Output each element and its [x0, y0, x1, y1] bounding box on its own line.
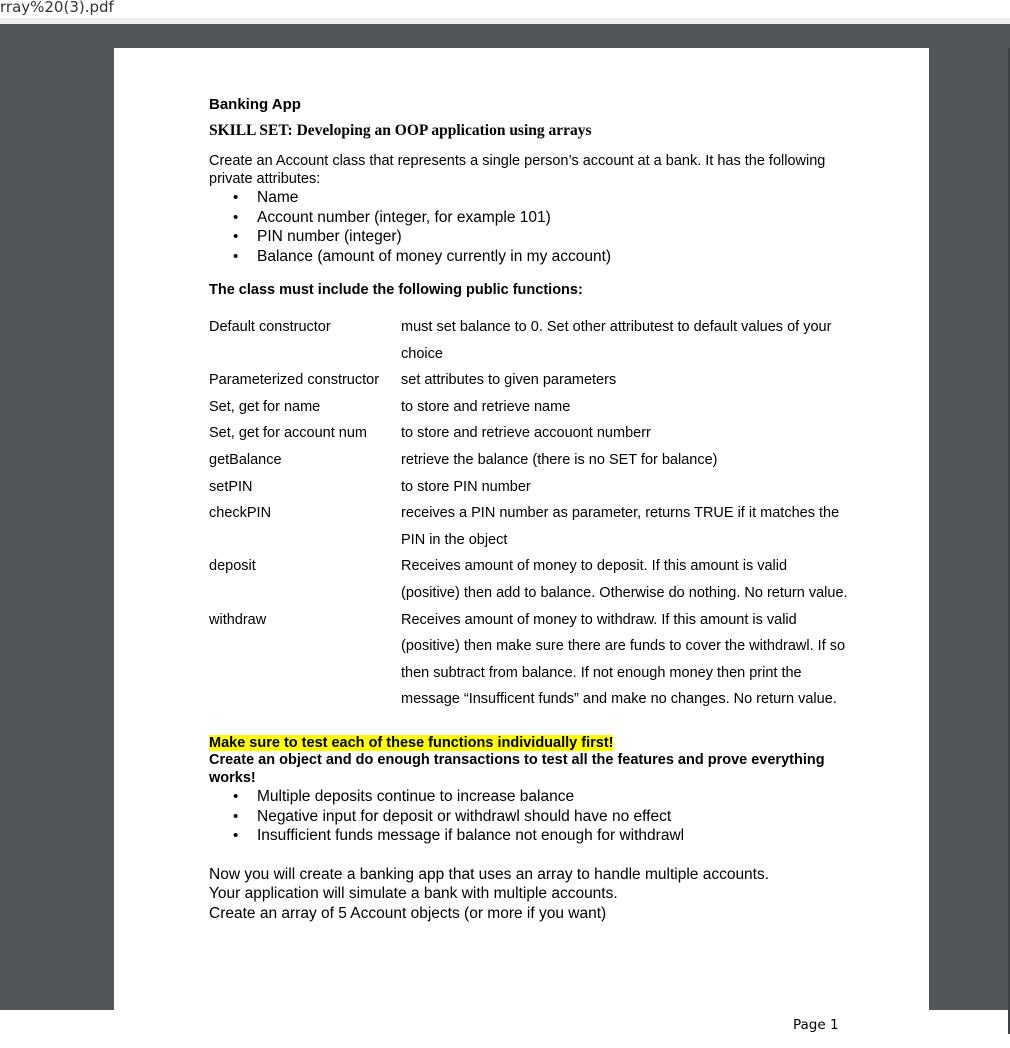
page-content [209, 94, 849, 923]
test-highlight-note [209, 735, 849, 753]
page-number: Page 1 [793, 1017, 839, 1033]
function-description: to store PIN number [401, 478, 531, 495]
list-item: • Name [257, 188, 849, 208]
function-name: Parameterized constructor [209, 372, 380, 389]
table-row [209, 447, 849, 474]
function-name: getBalance [209, 451, 282, 468]
table-row [209, 607, 849, 713]
function-name: withdraw [209, 611, 267, 628]
table-row [209, 553, 849, 606]
function-description: must set balance to 0. Set other attributest to default values of your choice [401, 319, 832, 362]
array-instructions [209, 865, 849, 924]
functions-table [209, 314, 849, 713]
highlighted-text: Make sure to test each of these functions individually first! [209, 734, 614, 751]
function-description: Receives amount of money to withdraw. If this amount is valid (positive) then make sure there are funds to cover the withdrawl. If so then subtract from balance. If not enough money then print the message “Insufficent funds” and make no changes. No return value. [401, 611, 846, 708]
list-item: • Account number (integer, for example 101) [257, 208, 849, 228]
list-item: • Insufficient funds message if balance not enough for withdrawl [257, 826, 849, 846]
table-row [209, 314, 849, 367]
viewer-title-bar [0, 0, 1010, 19]
table-row [209, 500, 849, 553]
list-item: • Multiple deposits continue to increase balance [257, 787, 849, 807]
function-description: Receives amount of money to deposit. If this amount is valid (positive) then add to balance. Otherwise do nothing. No return value. [401, 558, 848, 601]
array-line: Now you will create a banking app that uses an array to handle multiple accounts. [209, 865, 770, 883]
function-description: to store and retrieve accouont numberr [401, 425, 651, 442]
table-row [209, 474, 849, 501]
table-row [209, 420, 849, 447]
functions-heading: The class must include the following public functions: [209, 282, 583, 298]
table-row [209, 367, 849, 394]
skill-set-heading: SKILL SET: Developing an OOP application using arrays [209, 122, 592, 139]
array-line: Create an array of 5 Account objects (or more if you want) [209, 904, 607, 922]
array-line: Your application will simulate a bank with multiple accounts. [209, 885, 618, 903]
function-name: Default constructor [209, 319, 331, 335]
table-row [209, 394, 849, 421]
function-description: receives a PIN number as parameter, returns TRUE if it matches the PIN in the object [401, 505, 840, 548]
function-description: retrieve the balance (there is no SET for balance) [401, 451, 718, 468]
document-title: Banking App [209, 96, 301, 113]
document-filename: rray%20(3).pdf [0, 0, 114, 16]
testing-section [209, 735, 849, 846]
attributes-list [209, 188, 849, 266]
pdf-page [114, 48, 929, 1048]
pdf-viewer-canvas[interactable] [0, 24, 1010, 1033]
function-name: setPIN [209, 478, 253, 495]
function-description: set attributes to given parameters [401, 372, 617, 389]
function-name: Set, get for name [209, 398, 321, 415]
function-name: deposit [209, 558, 256, 575]
function-description: to store and retrieve name [401, 398, 571, 415]
function-name: Set, get for account num [209, 425, 367, 442]
list-item: • PIN number (integer) [257, 227, 849, 247]
test-checklist [209, 787, 849, 846]
intro-paragraph: Create an Account class that represents a single person’s account at a bank. It has the following private attributes: [209, 153, 826, 187]
function-name: checkPIN [209, 505, 272, 522]
list-item: • Negative input for deposit or withdrawl should have no effect [257, 807, 849, 827]
list-item: • Balance (amount of money currently in my account) [257, 247, 849, 267]
test-instructions-heading: Create an object and do enough transactions to test all the features and prove everything works! [209, 752, 825, 786]
